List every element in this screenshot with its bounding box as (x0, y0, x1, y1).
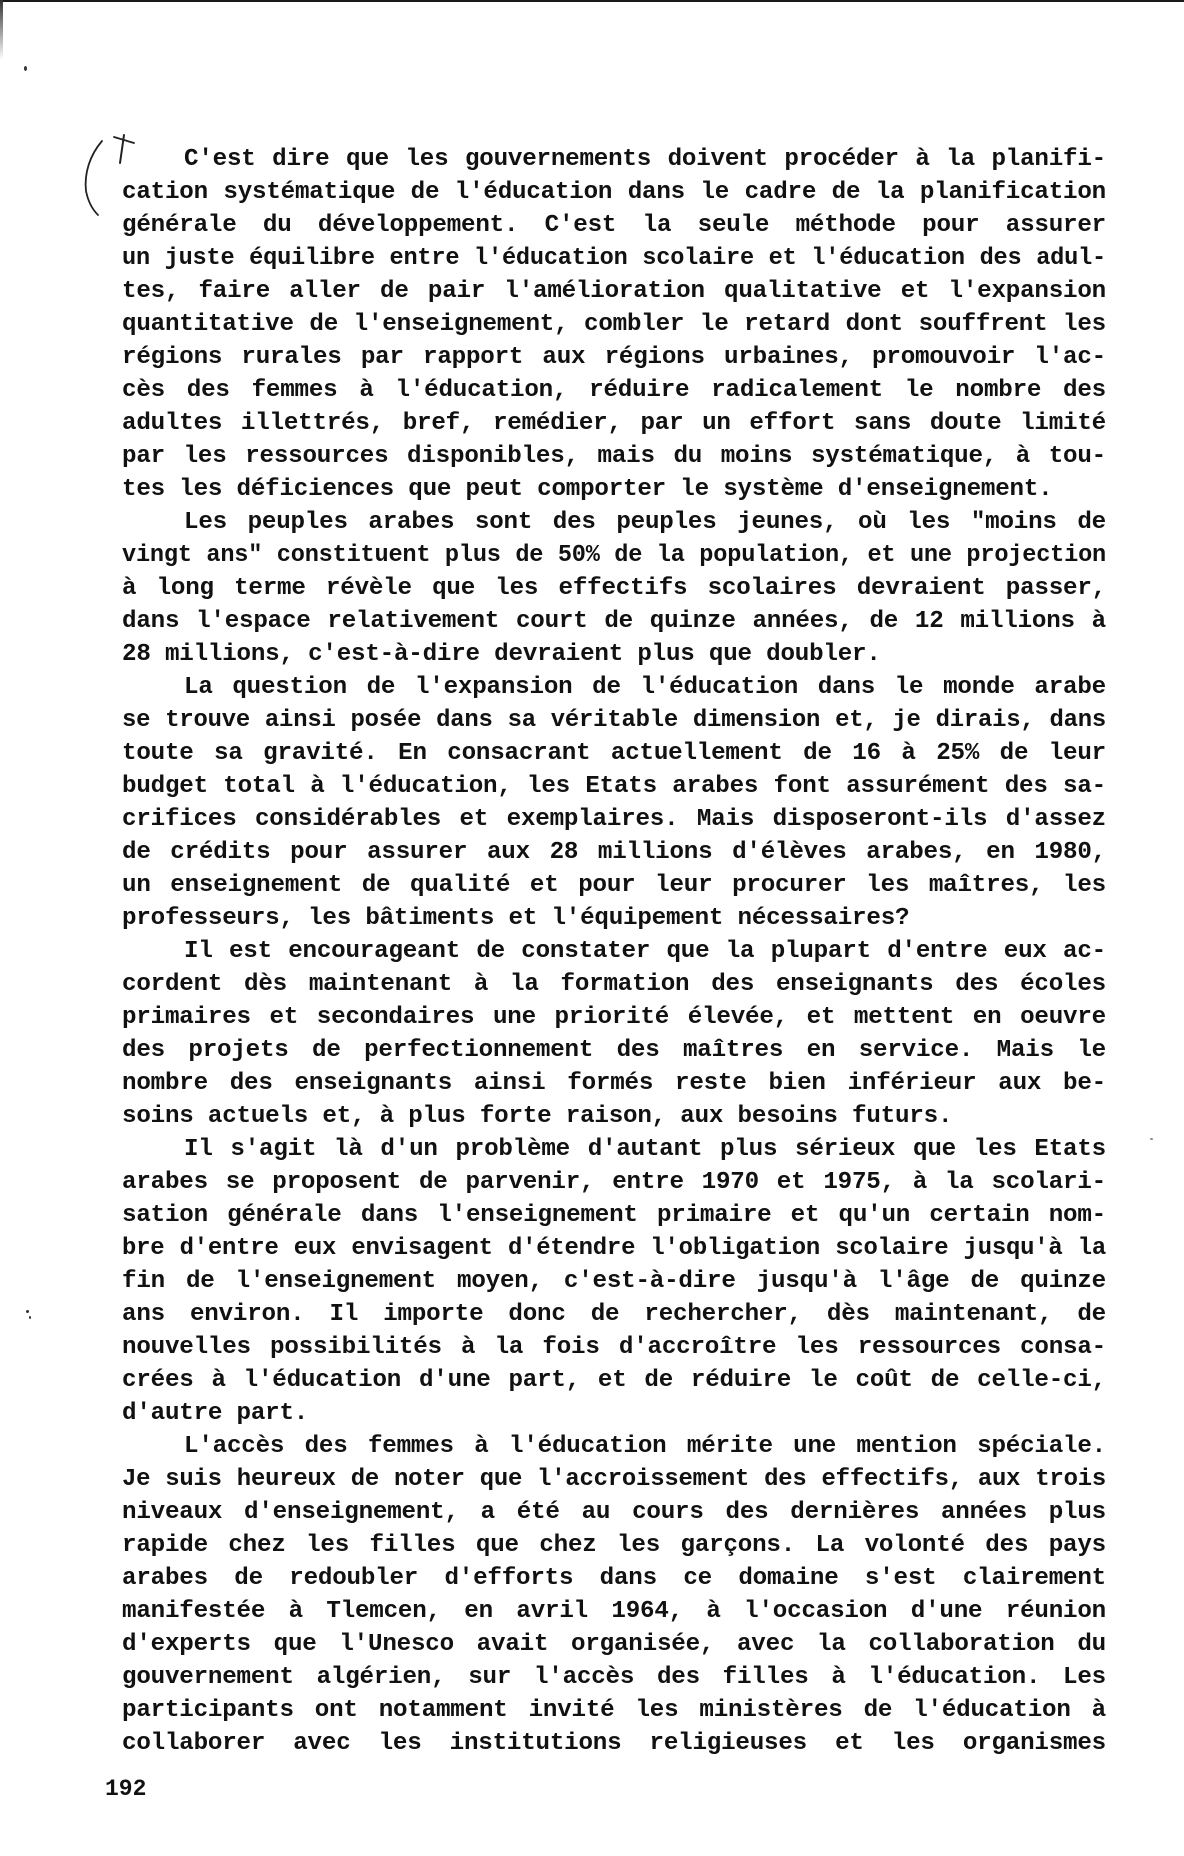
scan-speck (24, 66, 27, 71)
text-line: soins actuels et, à plus forte raison, aux besoins futurs. (122, 1103, 953, 1130)
text-line: primaires et secondaires une priorité élevée, et mettent en oeuvre (122, 1004, 1106, 1031)
text-line: se trouve ainsi posée dans sa véritable dimension et, je dirais, dans (122, 707, 1106, 734)
text-line: La question de l'expansion de l'éducation dans le monde arabe (184, 674, 1106, 701)
text-line: nombre des enseignants ainsi formés reste bien inférieur aux be- (122, 1070, 1106, 1097)
text-line: cation systématique de l'éducation dans le cadre de la planification (122, 179, 1106, 206)
paragraph (122, 1133, 1106, 1430)
text-line: budget total à l'éducation, les Etats arabes font assurément des sa- (122, 773, 1106, 800)
text-line: d'autre part. (122, 1400, 309, 1427)
text-line: arabes de redoubler d'efforts dans ce domaine s'est clairement (122, 1565, 1106, 1592)
text-line: rapide chez les filles que chez les garçons. La volonté des pays (122, 1532, 1106, 1559)
text-line: niveaux d'enseignement, a été au cours des dernières années plus (122, 1499, 1106, 1526)
text-line: crifices considérables et exemplaires. Mais disposeront-ils d'assez (122, 806, 1106, 833)
text-line: Il s'agit là d'un problème d'autant plus sérieux que les Etats (184, 1136, 1106, 1163)
text-line: adultes illettrés, bref, remédier, par un effort sans doute limité (122, 410, 1106, 437)
page-number: 192 (105, 1776, 147, 1802)
text-line: C'est dire que les gouvernements doivent procéder à la planifi- (184, 146, 1106, 173)
paragraph (122, 671, 1106, 935)
text-line: cordent dès maintenant à la formation des enseignants des écoles (122, 971, 1106, 998)
text-line: d'experts que l'Unesco avait organisée, avec la collaboration du (122, 1631, 1106, 1658)
text-line: tes, faire aller de pair l'amélioration qualitative et l'expansion (122, 278, 1106, 305)
text-line: cès des femmes à l'éducation, réduire radicalement le nombre des (122, 377, 1106, 404)
text-line: manifestée à Tlemcen, en avril 1964, à l'occasion d'une réunion (122, 1598, 1106, 1625)
text-line: L'accès des femmes à l'éducation mérite une mention spéciale. (184, 1433, 1106, 1460)
text-line: quantitative de l'enseignement, combler le retard dont souffrent les (122, 311, 1106, 338)
scan-edge-left (0, 0, 3, 60)
text-line: fin de l'enseignement moyen, c'est-à-dire jusqu'à l'âge de quinze (122, 1268, 1106, 1295)
text-line: régions rurales par rapport aux régions urbaines, promouvoir l'ac- (122, 344, 1106, 371)
text-line: Je suis heureux de noter que l'accroissement des effectifs, aux trois (122, 1466, 1106, 1493)
text-line: un enseignement de qualité et pour leur procurer les maîtres, les (122, 872, 1106, 899)
scan-speck (29, 1316, 31, 1319)
paragraph (122, 935, 1106, 1133)
text-line: par les ressources disponibles, mais du moins systématique, à tou- (122, 443, 1106, 470)
text-line: à long terme révèle que les effectifs scolaires devraient passer, (122, 575, 1106, 602)
text-line: vingt ans" constituent plus de 50% de la population, et une projection (122, 542, 1106, 569)
text-line: 28 millions, c'est-à-dire devraient plus que doubler. (122, 641, 881, 668)
body-text (122, 143, 1106, 1760)
text-line: de crédits pour assurer aux 28 millions d'élèves arabes, en 1980, (122, 839, 1106, 866)
scan-speck (1150, 1138, 1153, 1140)
scan-speck (26, 1310, 29, 1313)
text-line: participants ont notamment invité les ministères de l'éducation à (122, 1697, 1106, 1724)
text-line: crées à l'éducation d'une part, et de réduire le coût de celle-ci, (122, 1367, 1106, 1394)
text-line: Il est encourageant de constater que la plupart d'entre eux ac- (184, 938, 1106, 965)
paragraph (122, 1430, 1106, 1760)
text-line: toute sa gravité. En consacrant actuellement de 16 à 25% de leur (122, 740, 1106, 767)
text-line: bre d'entre eux envisagent d'étendre l'obligation scolaire jusqu'à la (122, 1235, 1106, 1262)
text-line: nouvelles possibilités à la fois d'accroître les ressources consa- (122, 1334, 1106, 1361)
text-line: tes les déficiences que peut comporter le système d'enseignement. (122, 476, 1053, 503)
text-line: ans environ. Il importe donc de rechercher, dès maintenant, de (122, 1301, 1106, 1328)
text-line: Les peuples arabes sont des peuples jeunes, où les "moins de (184, 509, 1106, 536)
text-line: des projets de perfectionnement des maîtres en service. Mais le (122, 1037, 1106, 1064)
paragraph (122, 506, 1106, 671)
text-line: un juste équilibre entre l'éducation scolaire et l'éducation des adul- (122, 245, 1106, 272)
text-line: sation générale dans l'enseignement primaire et qu'un certain nom- (122, 1202, 1106, 1229)
text-line: générale du développement. C'est la seule méthode pour assurer (122, 212, 1106, 239)
paragraph (122, 143, 1106, 506)
text-line: gouvernement algérien, sur l'accès des filles à l'éducation. Les (122, 1664, 1106, 1691)
scan-edge-top (0, 0, 1184, 2)
text-line: professeurs, les bâtiments et l'équipement nécessaires? (122, 905, 910, 932)
text-line: dans l'espace relativement court de quinze années, de 12 millions à (122, 608, 1106, 635)
text-line: collaborer avec les institutions religieuses et les organismes (122, 1730, 1106, 1757)
text-line: arabes se proposent de parvenir, entre 1970 et 1975, à la scolari- (122, 1169, 1106, 1196)
